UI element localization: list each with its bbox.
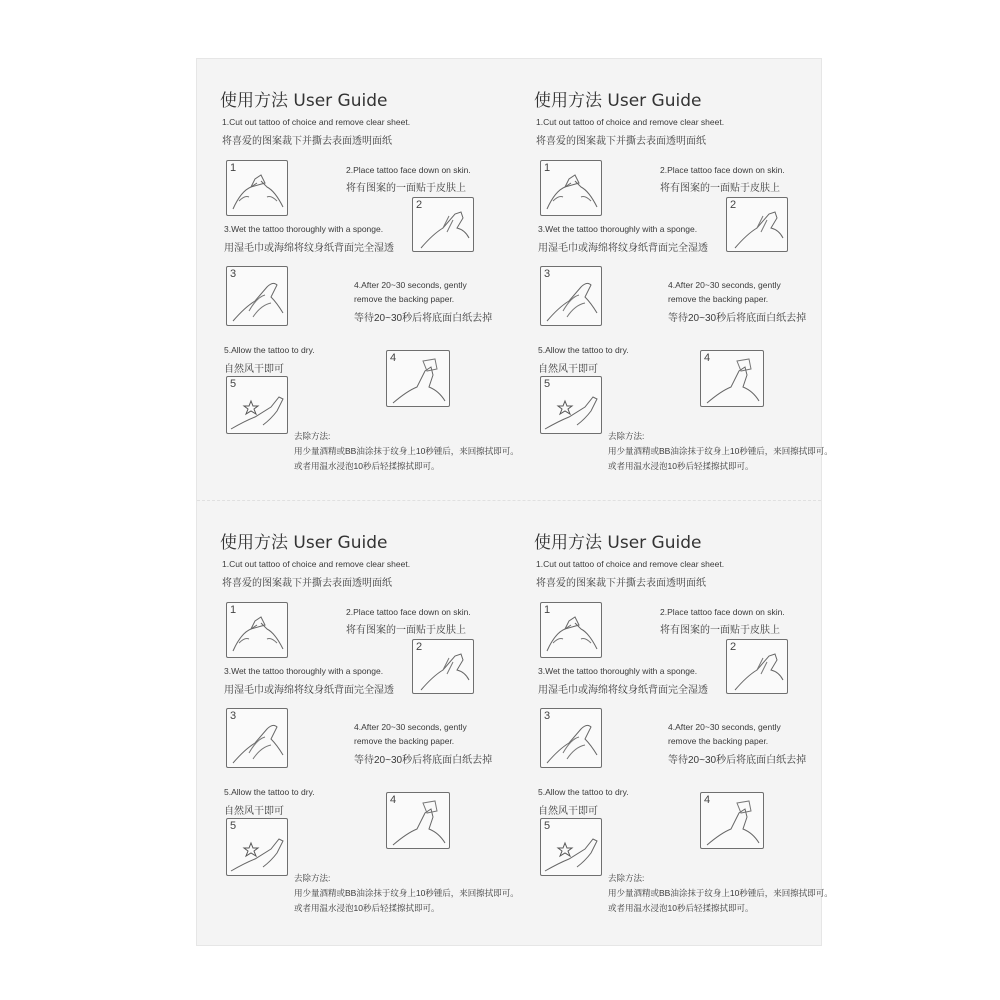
step3-illustration — [226, 708, 288, 768]
step4-chinese: 等待20~30秒后将底面白纸去掉 — [354, 313, 493, 324]
step4-english-line2: remove the backing paper. — [354, 294, 455, 304]
step1-english: 1.Cut out tattoo of choice and remove clear sheet. — [222, 559, 411, 569]
step-number: 1 — [544, 604, 551, 616]
removal-method-line2: 或者用温水浸泡10秒后轻揉擦拭即可。 — [294, 461, 440, 471]
user-guide-panel-4 — [510, 500, 833, 920]
step1-illustration — [540, 602, 602, 658]
hand-placing-icon — [727, 198, 789, 253]
peeling-paper-icon — [701, 351, 765, 408]
step2-illustration — [412, 197, 474, 252]
step-number: 3 — [230, 710, 237, 722]
cutting-hands-icon — [227, 603, 289, 659]
user-guide-panel-1 — [196, 58, 519, 478]
removal-method-title: 去除方法: — [608, 431, 645, 441]
step4-illustration — [386, 350, 450, 407]
step4-english-line1: 4.After 20~30 seconds, gently — [354, 722, 467, 732]
step3-english: 3.Wet the tattoo thoroughly with a sponge. — [538, 224, 698, 234]
step3-chinese: 用湿毛巾或海绵将纹身纸背面完全湿透 — [538, 243, 708, 254]
step1-english: 1.Cut out tattoo of choice and remove clear sheet. — [222, 117, 411, 127]
step5-illustration — [226, 818, 288, 876]
cutting-hands-icon — [541, 161, 603, 217]
removal-method-title: 去除方法: — [608, 873, 645, 883]
sponge-wetting-icon — [541, 267, 603, 327]
step4-english-line2: remove the backing paper. — [668, 294, 769, 304]
step1-illustration — [226, 160, 288, 216]
step-number: 4 — [704, 352, 711, 364]
step1-illustration — [540, 160, 602, 216]
step1-chinese: 将喜爱的图案裁下并撕去表面透明面纸 — [536, 578, 706, 589]
removal-method-line2: 或者用温水浸泡10秒后轻揉擦拭即可。 — [608, 903, 754, 913]
step-number: 5 — [230, 378, 237, 390]
step2-english: 2.Place tattoo face down on skin. — [346, 165, 471, 175]
peeling-paper-icon — [701, 793, 765, 850]
step-number: 2 — [730, 199, 737, 211]
removal-method-line1: 用少量酒精或BB油涂抹于纹身上10秒锺后，来回擦拭即可。 — [608, 446, 833, 456]
peeling-paper-icon — [387, 793, 451, 850]
step-number: 4 — [390, 352, 397, 364]
user-guide-panel-2 — [510, 58, 833, 478]
step4-chinese: 等待20~30秒后将底面白纸去掉 — [354, 755, 493, 766]
hand-with-star-tattoo-icon — [227, 819, 289, 877]
step-number: 3 — [230, 268, 237, 280]
step3-english: 3.Wet the tattoo thoroughly with a sponge. — [224, 224, 384, 234]
step2-english: 2.Place tattoo face down on skin. — [346, 607, 471, 617]
hand-with-star-tattoo-icon — [541, 377, 603, 435]
hand-placing-icon — [413, 640, 475, 695]
step-number: 5 — [544, 820, 551, 832]
hand-placing-icon — [727, 640, 789, 695]
step5-chinese: 自然风干即可 — [538, 806, 598, 817]
step2-chinese: 将有图案的一面贴于皮肤上 — [346, 183, 466, 194]
step-number: 5 — [544, 378, 551, 390]
sponge-wetting-icon — [227, 267, 289, 327]
step-number: 2 — [416, 199, 423, 211]
step3-illustration — [540, 266, 602, 326]
step-number: 5 — [230, 820, 237, 832]
step1-english: 1.Cut out tattoo of choice and remove clear sheet. — [536, 559, 725, 569]
step1-illustration — [226, 602, 288, 658]
peeling-paper-icon — [387, 351, 451, 408]
step3-chinese: 用湿毛巾或海绵将纹身纸背面完全湿透 — [224, 243, 394, 254]
step-number: 3 — [544, 710, 551, 722]
step1-chinese: 将喜爱的图案裁下并撕去表面透明面纸 — [536, 136, 706, 147]
step4-english-line2: remove the backing paper. — [668, 736, 769, 746]
step5-illustration — [540, 376, 602, 434]
step-number: 4 — [704, 794, 711, 806]
step5-english: 5.Allow the tattoo to dry. — [538, 345, 629, 355]
removal-method-line2: 或者用温水浸泡10秒后轻揉擦拭即可。 — [608, 461, 754, 471]
step-number: 1 — [230, 604, 237, 616]
step4-chinese: 等待20~30秒后将底面白纸去掉 — [668, 755, 807, 766]
step2-chinese: 将有图案的一面贴于皮肤上 — [346, 625, 466, 636]
step5-chinese: 自然风干即可 — [224, 806, 284, 817]
hand-with-star-tattoo-icon — [227, 377, 289, 435]
guide-title: 使用方法 User Guide — [220, 533, 388, 553]
step3-illustration — [540, 708, 602, 768]
step3-illustration — [226, 266, 288, 326]
step-number: 4 — [390, 794, 397, 806]
cutting-hands-icon — [227, 161, 289, 217]
step5-english: 5.Allow the tattoo to dry. — [224, 345, 315, 355]
step4-english-line2: remove the backing paper. — [354, 736, 455, 746]
step2-illustration — [726, 197, 788, 252]
step4-illustration — [386, 792, 450, 849]
removal-method-line1: 用少量酒精或BB油涂抹于纹身上10秒锺后，来回擦拭即可。 — [608, 888, 833, 898]
cutting-hands-icon — [541, 603, 603, 659]
removal-method-line1: 用少量酒精或BB油涂抹于纹身上10秒锺后，来回擦拭即可。 — [294, 888, 519, 898]
guide-title: 使用方法 User Guide — [534, 533, 702, 553]
step4-chinese: 等待20~30秒后将底面白纸去掉 — [668, 313, 807, 324]
step-number: 2 — [730, 641, 737, 653]
step5-illustration — [540, 818, 602, 876]
hand-placing-icon — [413, 198, 475, 253]
step4-english-line1: 4.After 20~30 seconds, gently — [354, 280, 467, 290]
step-number: 1 — [230, 162, 237, 174]
removal-method-line2: 或者用温水浸泡10秒后轻揉擦拭即可。 — [294, 903, 440, 913]
guide-title: 使用方法 User Guide — [534, 91, 702, 111]
step4-illustration — [700, 350, 764, 407]
step3-english: 3.Wet the tattoo thoroughly with a sponge. — [538, 666, 698, 676]
step1-chinese: 将喜爱的图案裁下并撕去表面透明面纸 — [222, 136, 392, 147]
step4-english-line1: 4.After 20~30 seconds, gently — [668, 722, 781, 732]
step3-english: 3.Wet the tattoo thoroughly with a sponge. — [224, 666, 384, 676]
step5-chinese: 自然风干即可 — [224, 364, 284, 375]
step5-illustration — [226, 376, 288, 434]
user-guide-panel-3 — [196, 500, 519, 920]
removal-method-title: 去除方法: — [294, 431, 331, 441]
step4-illustration — [700, 792, 764, 849]
step1-chinese: 将喜爱的图案裁下并撕去表面透明面纸 — [222, 578, 392, 589]
step5-chinese: 自然风干即可 — [538, 364, 598, 375]
step1-english: 1.Cut out tattoo of choice and remove clear sheet. — [536, 117, 725, 127]
step2-english: 2.Place tattoo face down on skin. — [660, 165, 785, 175]
guide-title: 使用方法 User Guide — [220, 91, 388, 111]
hand-with-star-tattoo-icon — [541, 819, 603, 877]
step2-english: 2.Place tattoo face down on skin. — [660, 607, 785, 617]
step5-english: 5.Allow the tattoo to dry. — [224, 787, 315, 797]
step-number: 2 — [416, 641, 423, 653]
removal-method-line1: 用少量酒精或BB油涂抹于纹身上10秒锺后，来回擦拭即可。 — [294, 446, 519, 456]
step3-chinese: 用湿毛巾或海绵将纹身纸背面完全湿透 — [538, 685, 708, 696]
step2-chinese: 将有图案的一面贴于皮肤上 — [660, 625, 780, 636]
step2-illustration — [412, 639, 474, 694]
step4-english-line1: 4.After 20~30 seconds, gently — [668, 280, 781, 290]
step-number: 1 — [544, 162, 551, 174]
sponge-wetting-icon — [541, 709, 603, 769]
step-number: 3 — [544, 268, 551, 280]
step3-chinese: 用湿毛巾或海绵将纹身纸背面完全湿透 — [224, 685, 394, 696]
sponge-wetting-icon — [227, 709, 289, 769]
removal-method-title: 去除方法: — [294, 873, 331, 883]
step2-chinese: 将有图案的一面贴于皮肤上 — [660, 183, 780, 194]
step2-illustration — [726, 639, 788, 694]
step5-english: 5.Allow the tattoo to dry. — [538, 787, 629, 797]
